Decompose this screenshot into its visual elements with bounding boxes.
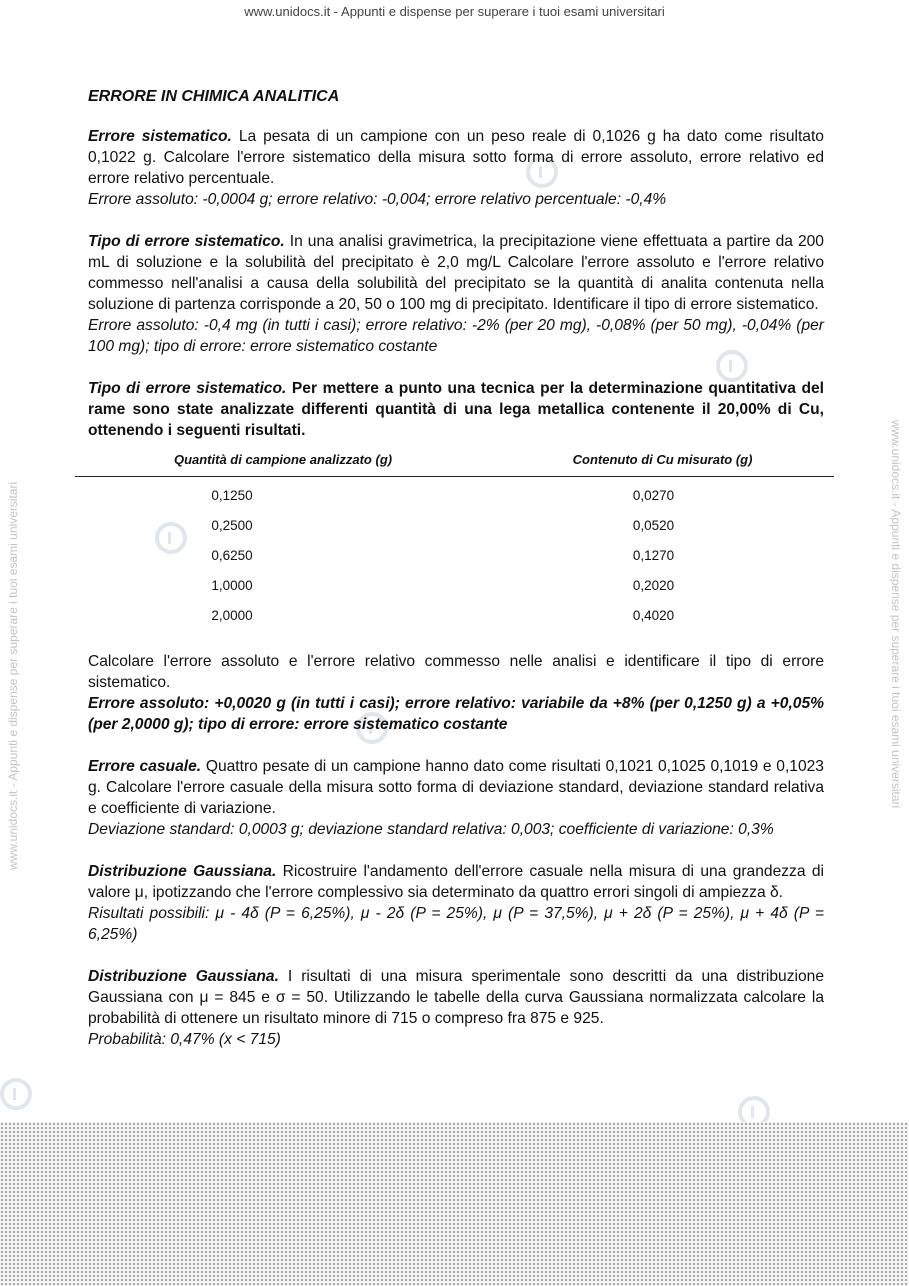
watermark-header-text: www.unidocs.it - Appunti e dispense per superare i tuoi esami universitari xyxy=(244,4,665,19)
table-row xyxy=(75,597,834,627)
table-cell-sample: 1,0000 xyxy=(211,578,253,593)
exercise-systematic-error-type-2 xyxy=(88,378,824,441)
table-cell-cu: 0,0520 xyxy=(632,518,675,533)
exercise-gaussian-1 xyxy=(88,861,824,945)
table-cell-sample: 0,6250 xyxy=(211,548,253,563)
exercise-heading: Errore sistematico. xyxy=(88,128,232,145)
exercise-answer: Probabilità: 0,47% (x < 715) xyxy=(88,1031,281,1048)
page-title: ERRORE IN CHIMICA ANALITICA xyxy=(88,88,340,105)
table-cell-sample: 2,0000 xyxy=(211,608,253,623)
results-table xyxy=(75,449,834,627)
watermark-right-side xyxy=(889,420,903,808)
table-row xyxy=(75,507,834,537)
exercise-answer: Errore assoluto: -0,0004 g; errore relativo: -0,004; errore relativo percentuale: -0,4% xyxy=(88,191,667,208)
watermark-left-side xyxy=(6,482,20,870)
exercise-heading: Tipo di errore sistematico. xyxy=(88,380,287,397)
exercise-heading: Errore casuale. xyxy=(88,758,202,775)
table-cell-cu: 0,4020 xyxy=(632,608,675,623)
exercise-body: Ricostruire l'andamento dell'errore casuale nella misura di una grandezza di valore μ, ipotizzando che l'errore complessivo sia determinato da quattro errori singoli di ampiezza δ. xyxy=(88,863,824,901)
exercise-heading: Distribuzione Gaussiana. xyxy=(88,863,277,880)
table-row xyxy=(75,567,834,597)
exercise-body: In una analisi gravimetrica, la precipitazione viene effettuata a partire da 200 mL di soluzione e la solubilità del precipitato è 2,0 mg/L Calcolare l'errore assoluto e l'errore relativo commesso nell'analisi a causa della solubilità del precipitato se la quantità di analita contenuta nella soluzione di partenza corrisponde a 20, 50 o 100 mg di precipitato. Identificare il tipo di errore sistematico. xyxy=(88,233,824,313)
table-header-row xyxy=(75,449,834,477)
watermark-right-text: www.unidocs.it - Appunti e dispense per superare i tuoi esami universitari xyxy=(889,420,903,809)
exercise-heading: Tipo di errore sistematico. xyxy=(88,233,285,250)
watermark-left-text: www.unidocs.it - Appunti e dispense per superare i tuoi esami universitari xyxy=(6,481,20,870)
table-cell-cu: 0,0270 xyxy=(632,488,675,503)
table-header-cu: Contenuto di Cu misurato (g) xyxy=(491,449,834,477)
table-header-sample: Quantità di campione analizzato (g) xyxy=(75,449,491,477)
exercise-random-error xyxy=(88,756,824,840)
exercise-systematic-error-type-1 xyxy=(88,231,824,357)
watermark-header xyxy=(0,4,909,19)
exercise-after-table xyxy=(88,651,824,735)
exercise-body: Quattro pesate di un campione hanno dato come risultati 0,1021 0,1025 0,1019 e 0,1023 g. Calcolare l'errore casuale della misura sotto forma di deviazione standard, deviazione standard relativa e coefficiente di variazione. xyxy=(88,758,824,817)
preview-dot-overlay xyxy=(0,1122,909,1286)
exercise-answer: Deviazione standard: 0,0003 g; deviazione standard relativa: 0,003; coefficiente di variazione: 0,3% xyxy=(88,821,774,838)
table-cell-cu: 0,1270 xyxy=(632,548,675,563)
unidocs-logo-icon xyxy=(0,1078,32,1110)
table-cell-cu: 0,2020 xyxy=(632,578,675,593)
document-content xyxy=(88,86,824,1071)
exercise-answer: Errore assoluto: -0,4 mg (in tutti i casi); errore relativo: -2% (per 20 mg), -0,08% (per 50 mg), -0,04% (per 100 mg); tipo di errore: errore sistematico costante xyxy=(88,317,824,355)
exercise-answer: Errore assoluto: +0,0020 g (in tutti i casi); errore relativo: variabile da +8% (per 0,1250 g) a +0,05% (per 2,0000 g); tipo di errore: errore sistematico costante xyxy=(88,695,824,733)
exercise-body: La pesata di un campione con un peso reale di 0,1026 g ha dato come risultato 0,1022 g. Calcolare l'errore sistematico della misura sotto forma di errore assoluto, errore relativo ed errore relativo percentuale. xyxy=(88,128,824,187)
table-row xyxy=(75,477,834,508)
table-cell-sample: 0,2500 xyxy=(211,518,253,533)
table-cell-sample: 0,1250 xyxy=(211,488,253,503)
exercise-body: I risultati di una misura sperimentale sono descritti da una distribuzione Gaussiana con μ = 845 e σ = 50. Utilizzando le tabelle della curva Gaussiana normalizzata calcolare la probabilità di ottenere un risultato minore di 715 o compreso fra 875 e 925. xyxy=(88,968,824,1027)
exercise-systematic-error xyxy=(88,126,824,210)
exercise-heading: Distribuzione Gaussiana. xyxy=(88,968,279,985)
exercise-gaussian-2 xyxy=(88,966,824,1050)
exercise-answer: Risultati possibili: μ - 4δ (P = 6,25%), μ - 2δ (P = 25%), μ (P = 37,5%), μ + 2δ (P = 25%), μ + 4δ (P = 6,25%) xyxy=(88,905,824,943)
exercise-body: Per mettere a punto una tecnica per la determinazione quantitativa del rame sono state analizzate differenti quantità di una lega metallica contenente il 20,00% di Cu, ottenendo i seguenti risultati. xyxy=(88,380,824,439)
exercise-body: Calcolare l'errore assoluto e l'errore relativo commesso nelle analisi e identificare il tipo di errore sistematico. xyxy=(88,653,824,691)
table-row xyxy=(75,537,834,567)
